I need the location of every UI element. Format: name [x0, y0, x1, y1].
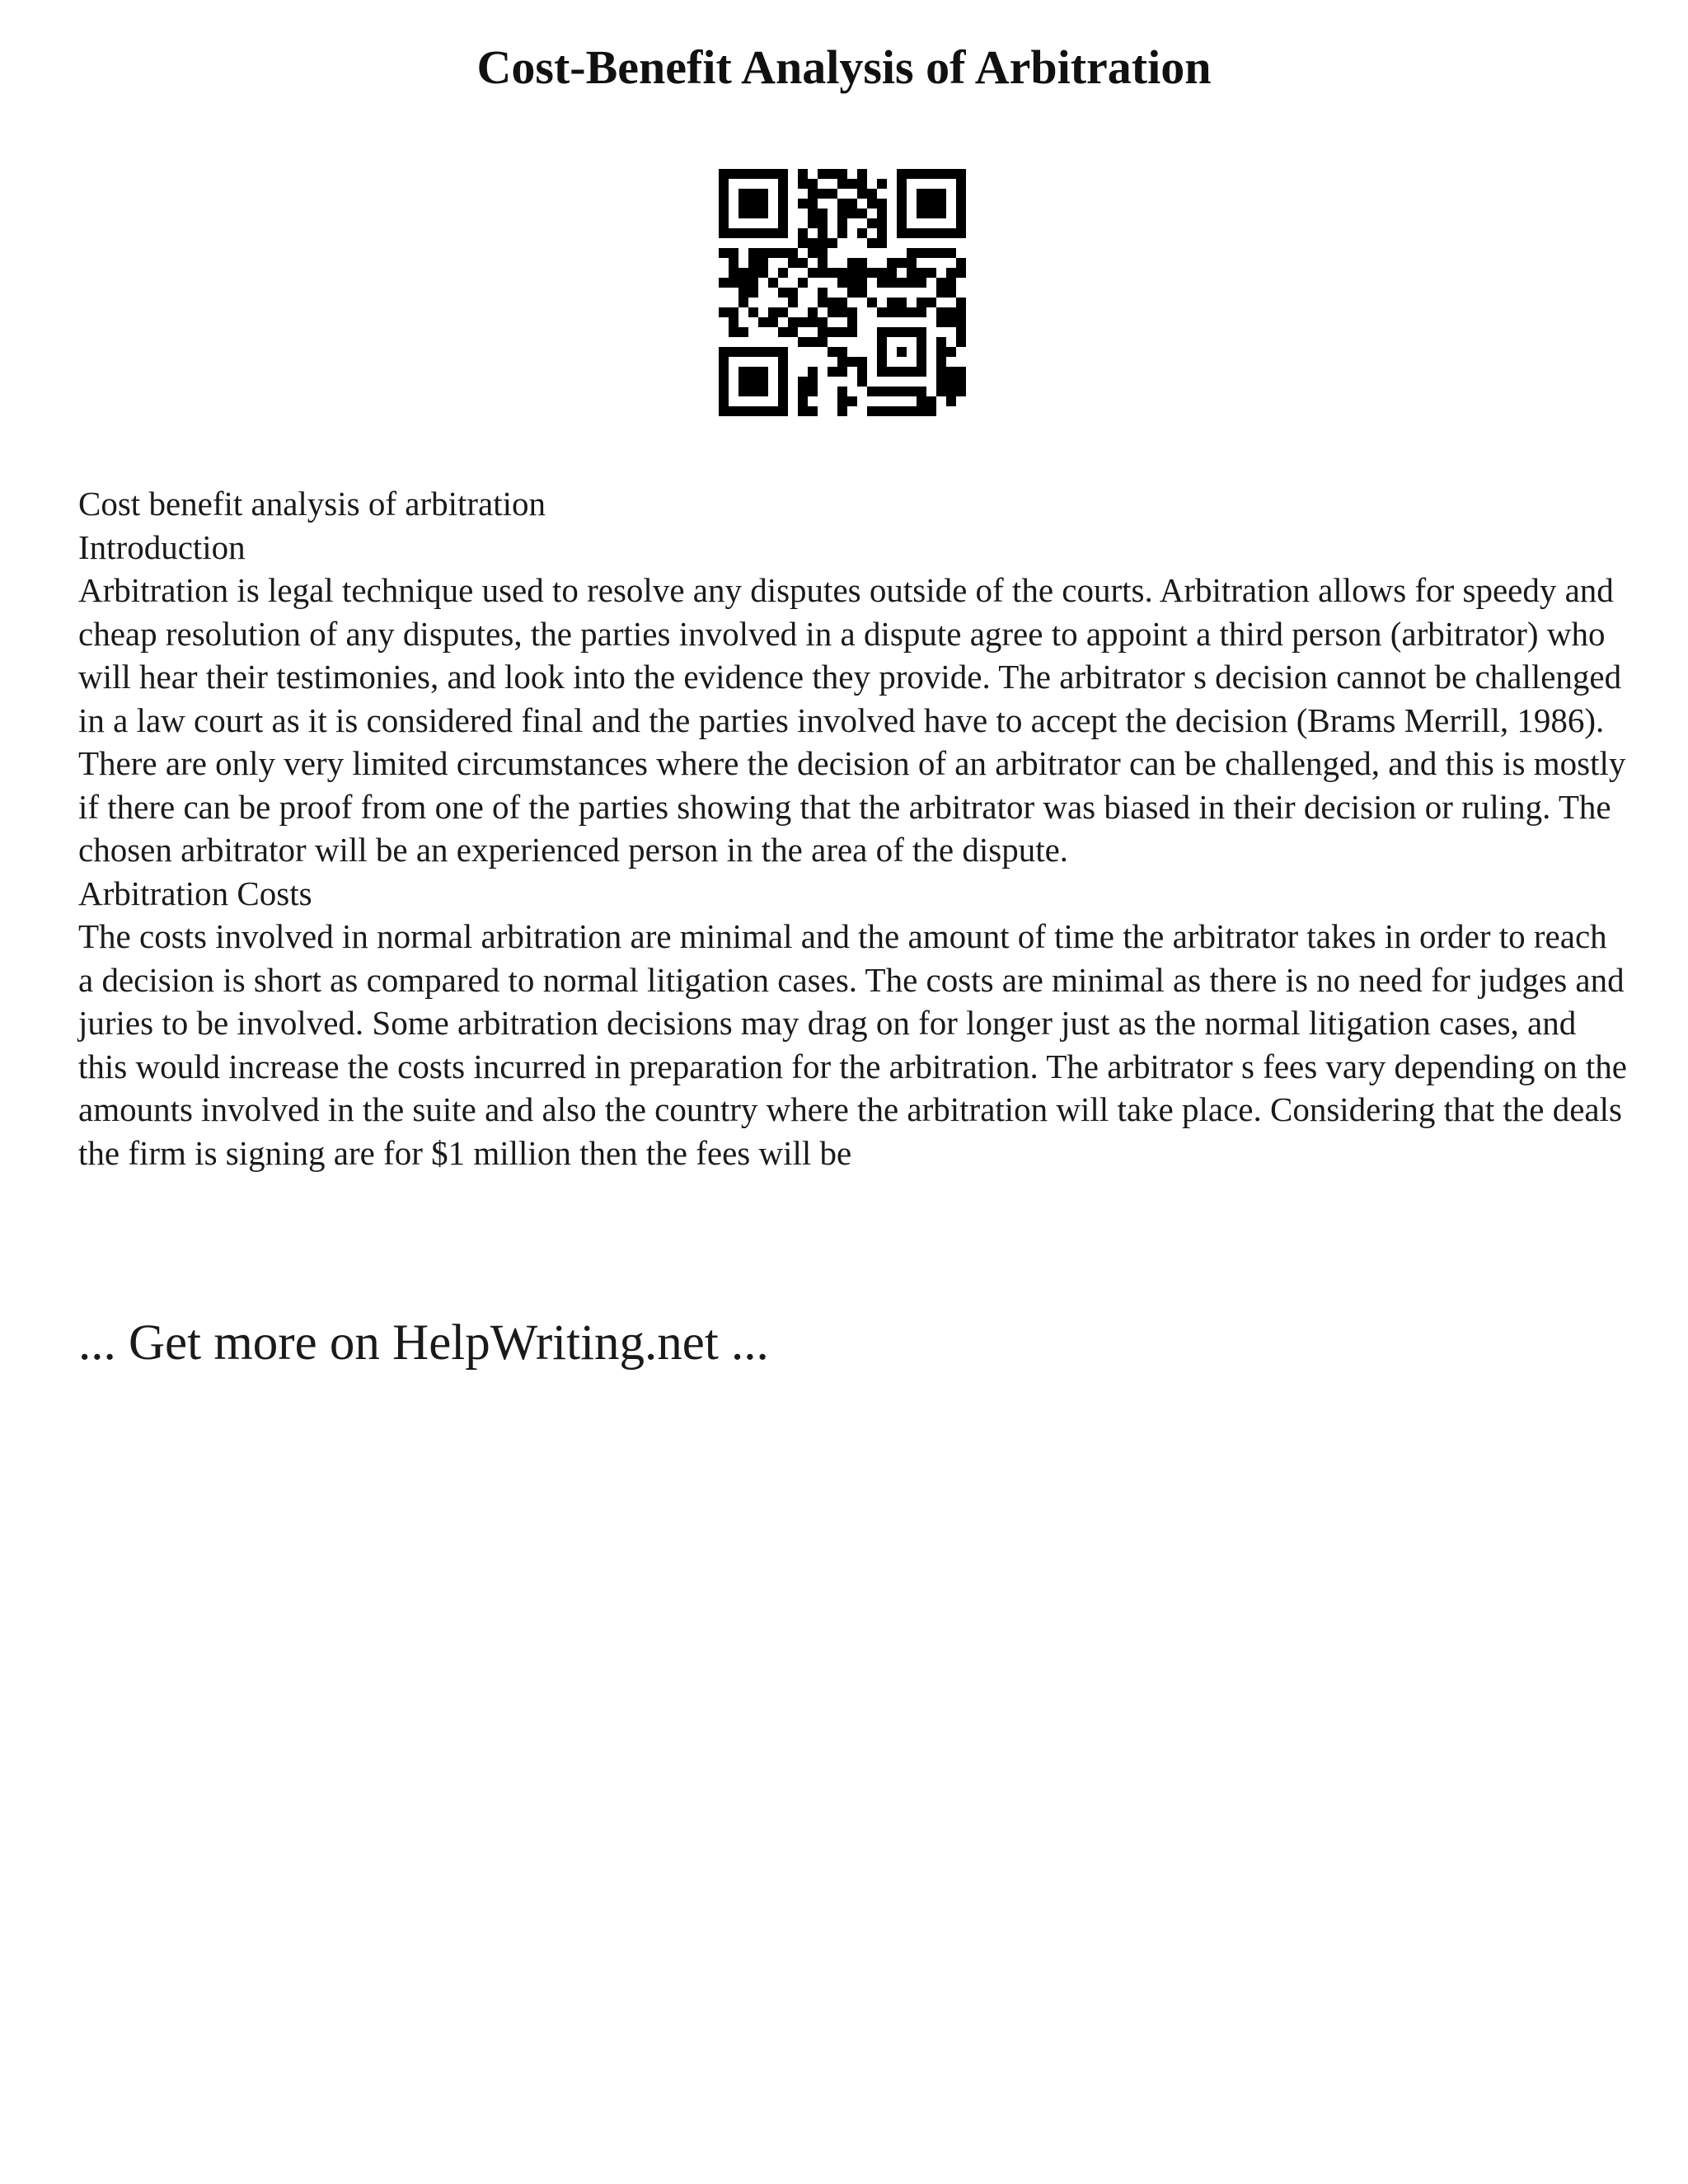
document-body	[78, 482, 1628, 1174]
get-more-link[interactable]: ... Get more on HelpWriting.net ...	[78, 1315, 769, 1371]
section-body-introduction: Arbitration is legal technique used to resolve any disputes outside of the courts. Arbitration allows for speedy and cheap resolution of any disputes, the parties involved in a dispute agree to appoint a third person (arbitrator) who will hear their testimonies, and look into the evidence they provide. The arbitrator s decision cannot be challenged in a law court as it is considered final and the parties involved have to accept the decision (Brams Merrill, 1986). There are only very limited circumstances where the decision of an arbitrator can be challenged, and this is mostly if there can be proof from one of the parties showing that the arbitrator was biased in their decision or ruling. The chosen arbitrator will be an experienced person in the area of the dispute.	[78, 571, 1626, 869]
qr-code-icon[interactable]	[719, 169, 966, 416]
section-body-arbitration-costs: The costs involved in normal arbitration are minimal and the amount of time the arbitrator takes in order to reach a decision is short as compared to normal litigation cases. The costs are minimal as there is no need for judges and juries to be involved. Some arbitration decisions may drag on for longer just as the normal litigation cases, and this would increase the costs incurred in preparation for the arbitration. The arbitrator s fees vary depending on the amounts involved in the suite and also the country where the arbitration will take place. Considering that the deals the firm is signing are for $1 million then the fees will be	[78, 917, 1627, 1172]
document-title: Cost-Benefit Analysis of Arbitration	[476, 40, 1212, 94]
section-heading-arbitration-costs: Arbitration Costs	[78, 874, 312, 912]
section-heading-introduction: Introduction	[78, 527, 246, 566]
document-heading: Cost benefit analysis of arbitration	[78, 485, 546, 523]
